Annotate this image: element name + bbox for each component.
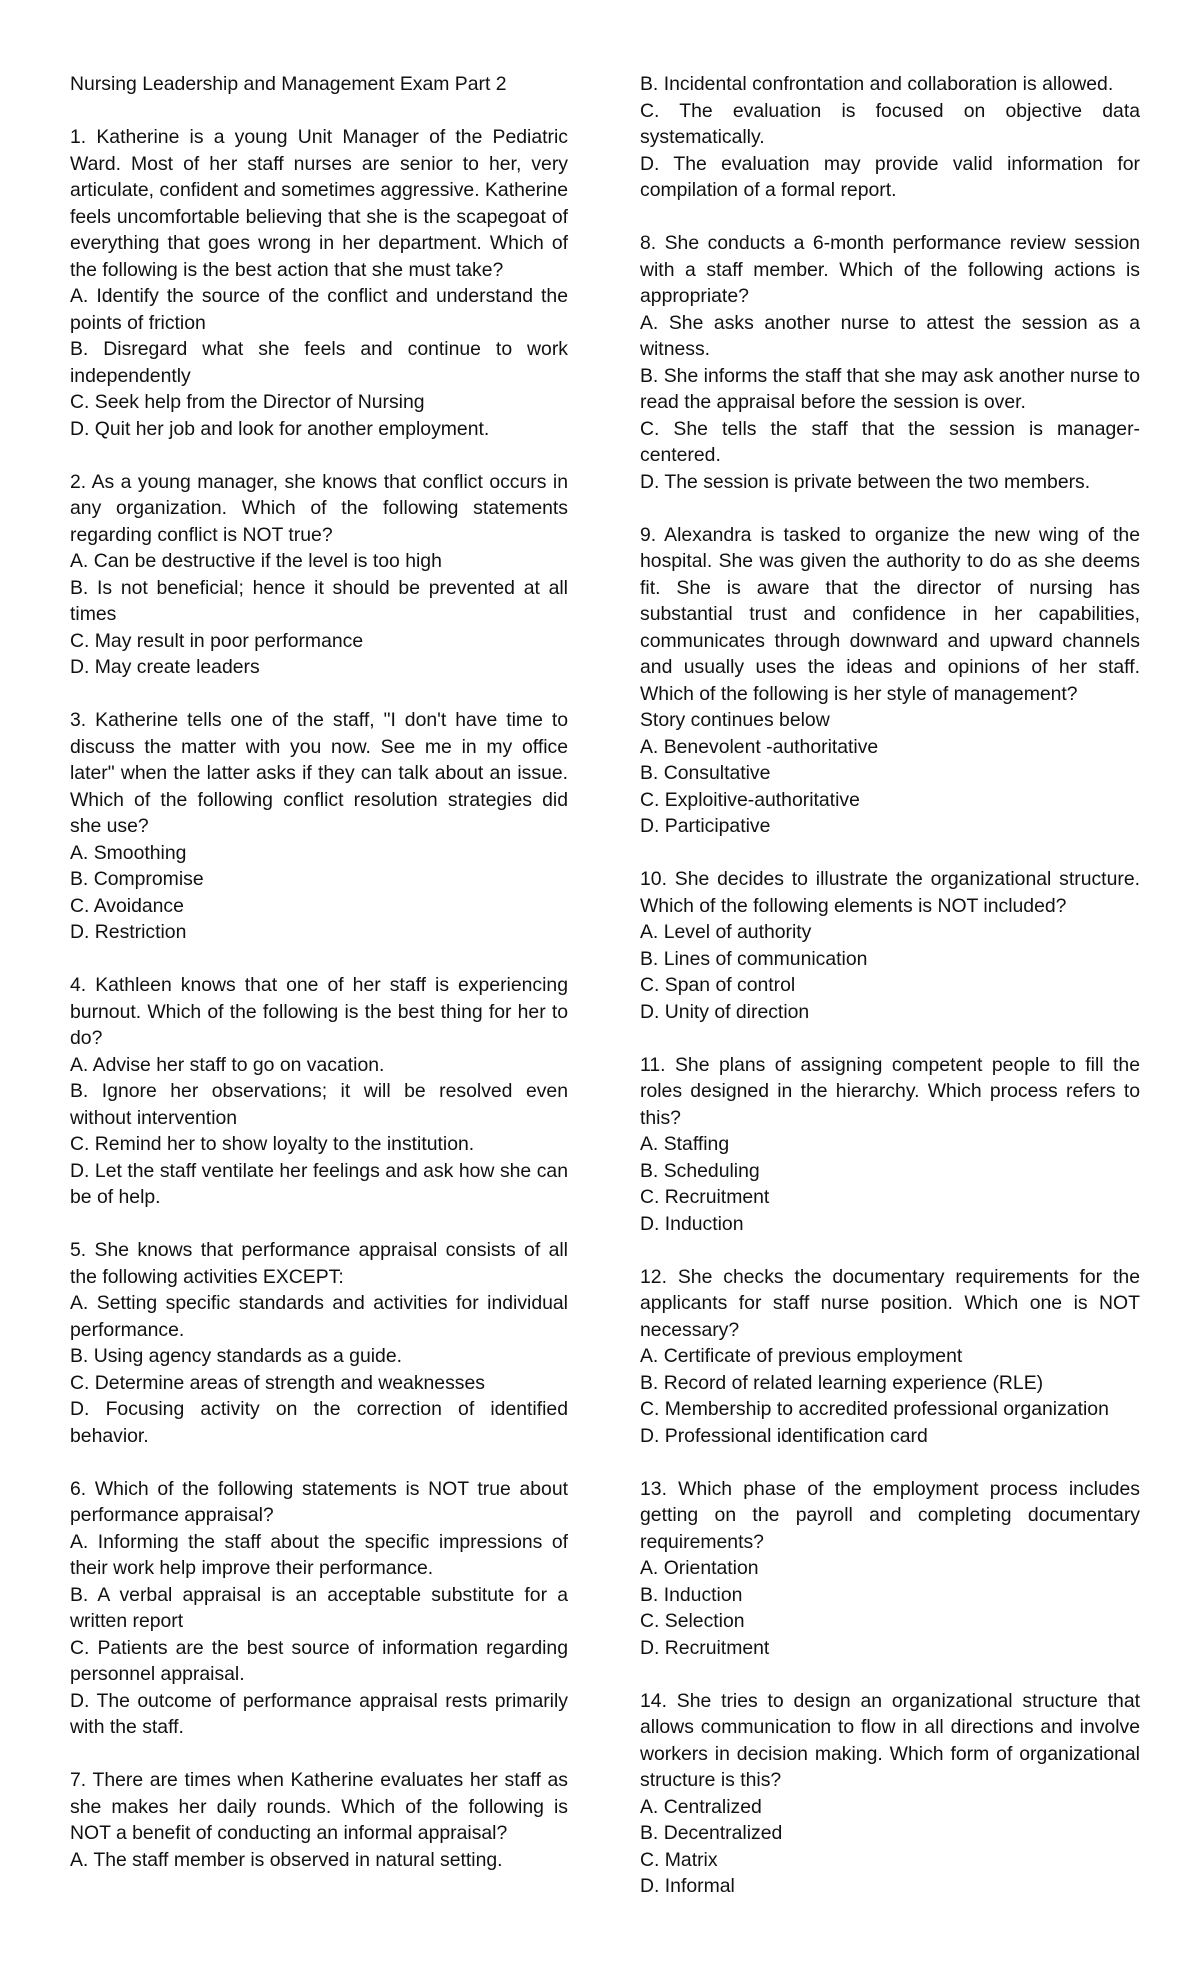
answer-option: C. Span of control — [640, 974, 796, 996]
answer-option: D. Recruitment — [640, 1636, 770, 1659]
answer-option: D. Participative — [640, 815, 771, 837]
answer-option: B. Record of related learning experience (RLE) — [640, 1371, 1044, 1394]
answer-option: B. Scheduling — [640, 1159, 760, 1182]
answer-option: C. Selection — [640, 1610, 745, 1632]
document-title-block — [70, 71, 568, 98]
answer-option: A. Smoothing — [70, 841, 187, 864]
question-block — [70, 1237, 568, 1449]
question-block — [640, 866, 1140, 1025]
answer-option: B. Using agency standards as a guide. — [70, 1345, 402, 1367]
answer-option: D. Induction — [640, 1212, 744, 1235]
question-stem: 14. She tries to design an organizational structure that allows communication to flow in all directions and involve workers in decision making. Which form of organizational structure is this? — [640, 1689, 1140, 1791]
question-stem: 5. She knows that performance appraisal consists of all the following activities EXCEPT: — [70, 1239, 568, 1288]
question-block — [640, 1476, 1140, 1662]
answer-option: D. Informal — [640, 1875, 735, 1897]
answer-option: A. Certificate of previous employment — [640, 1345, 963, 1367]
left-question-list — [70, 124, 568, 1873]
question-block — [70, 469, 568, 681]
answer-option: B. Is not beneficial; hence it should be prevented at all times — [70, 576, 568, 625]
answer-option: B. Disregard what she feels and continue to work independently — [70, 338, 568, 387]
question-stem: 13. Which phase of the employment process includes getting on the payroll and completing documentary requirements? — [640, 1477, 1140, 1553]
question-stem: 6. Which of the following statements is NOT true about performance appraisal? — [70, 1477, 568, 1526]
question-stem: 11. She plans of assigning competent people to fill the roles designed in the hierarchy. Which process refers to this? — [640, 1053, 1140, 1129]
answer-option: C. May result in poor performance — [70, 629, 364, 652]
left-column — [70, 71, 568, 1900]
answer-option: C. Matrix — [640, 1848, 718, 1871]
question-block — [70, 972, 568, 1211]
answer-option: C. The evaluation is focused on objective data systematically. — [640, 99, 1140, 148]
answer-option: B. Compromise — [70, 868, 204, 890]
question-stem: 9. Alexandra is tasked to organize the new wing of the hospital. She was given the authority to do as she deems fit. She is aware that the director of nursing has substantial trust and confidence in her capabilities, communicates through downward and upward channels and usually uses the ideas and opinions of her staff. Which of the following is her style of management? — [640, 523, 1140, 705]
answer-option: D. The evaluation may provide valid information for compilation of a formal report. — [640, 152, 1140, 201]
answer-option: D. Restriction — [70, 921, 187, 943]
question-block — [640, 230, 1140, 495]
question-stem: 2. As a young manager, she knows that conflict occurs in any organization. Which of the following statements regarding conflict is NOT true? — [70, 470, 568, 546]
answer-option: C. Remind her to show loyalty to the institution. — [70, 1133, 475, 1155]
question-block — [640, 522, 1140, 840]
answer-option: A. Staffing — [640, 1133, 730, 1155]
answer-option: B. She informs the staff that she may ask another nurse to read the appraisal before the session is over. — [640, 364, 1140, 413]
question-block — [70, 707, 568, 946]
answer-option: D. Quit her job and look for another employment. — [70, 417, 490, 440]
question-stem: 12. She checks the documentary requirements for the applicants for staff nurse position. Which one is NOT necessary? — [640, 1265, 1140, 1341]
question-block — [70, 1767, 568, 1873]
question-block — [640, 1052, 1140, 1238]
question-block — [70, 124, 568, 442]
answer-option: C. Avoidance — [70, 894, 184, 917]
answer-option: B. Incidental confrontation and collaboration is allowed. — [640, 73, 1114, 95]
answer-option: C. Membership to accredited professional organization — [640, 1398, 1109, 1420]
answer-option: A. Centralized — [640, 1795, 762, 1818]
answer-option: C. Exploitive-authoritative — [640, 788, 860, 811]
answer-option: A. Informing the staff about the specific impressions of their work help improve their performance. — [70, 1530, 568, 1579]
answer-option: A. Setting specific standards and activities for individual performance. — [70, 1292, 568, 1341]
answer-option: A. Advise her staff to go on vacation. — [70, 1053, 385, 1076]
answer-option: A. Benevolent -authoritative — [640, 735, 879, 758]
answer-option: B. Decentralized — [640, 1822, 783, 1844]
answer-option: D. Focusing activity on the correction of identified behavior. — [70, 1398, 568, 1447]
answer-option: B. Lines of communication — [640, 947, 868, 970]
answer-option: C. She tells the staff that the session is manager-centered. — [640, 417, 1140, 466]
question-block — [640, 71, 1140, 204]
answer-option: D. Let the staff ventilate her feelings and ask how she can be of help. — [70, 1159, 568, 1208]
answer-option: B. Induction — [640, 1583, 743, 1606]
story-continues-note: Story continues below — [640, 709, 830, 731]
answer-option: A. Orientation — [640, 1557, 759, 1579]
answer-option: C. Recruitment — [640, 1186, 770, 1208]
answer-option: C. Seek help from the Director of Nursing — [70, 391, 425, 413]
question-stem: 7. There are times when Katherine evaluates her staff as she makes her daily rounds. Which of the following is NOT a benefit of conducting an informal appraisal? — [70, 1769, 568, 1844]
answer-option: C. Determine areas of strength and weaknesses — [70, 1371, 485, 1394]
answer-option: D. The outcome of performance appraisal rests primarily with the staff. — [70, 1689, 568, 1738]
answer-option: A. Can be destructive if the level is too high — [70, 550, 442, 572]
answer-option: D. May create leaders — [70, 656, 260, 678]
right-question-list — [640, 71, 1140, 1900]
question-stem: 8. She conducts a 6-month performance review session with a staff member. Which of the following actions is appropriate? — [640, 232, 1140, 307]
answer-option: A. Level of authority — [640, 921, 812, 943]
answer-option: B. A verbal appraisal is an acceptable substitute for a written report — [70, 1583, 568, 1632]
answer-option: A. The staff member is observed in natural setting. — [70, 1848, 503, 1871]
answer-option: A. She asks another nurse to attest the session as a witness. — [640, 311, 1140, 360]
answer-option: D. Unity of direction — [640, 1000, 810, 1023]
answer-option: A. Identify the source of the conflict and understand the points of friction — [70, 285, 568, 334]
answer-option: D. The session is private between the two members. — [640, 470, 1091, 493]
question-stem: 3. Katherine tells one of the staff, "I don't have time to discuss the matter with you now. See me in my office later" when the latter asks if they can talk about an issue. Which of the following conflict resolution strategies did she use? — [70, 709, 568, 837]
question-block — [70, 1476, 568, 1741]
question-stem: 4. Kathleen knows that one of her staff is experiencing burnout. Which of the following is the best thing for her to do? — [70, 974, 568, 1049]
question-block — [640, 1264, 1140, 1450]
question-stem: 10. She decides to illustrate the organizational structure. Which of the following elements is NOT included? — [640, 868, 1140, 917]
answer-option: D. Professional identification card — [640, 1424, 928, 1447]
question-block — [640, 1688, 1140, 1900]
document-title: Nursing Leadership and Management Exam Part 2 — [70, 73, 507, 95]
answer-option: B. Consultative — [640, 762, 771, 784]
answer-option: C. Patients are the best source of information regarding personnel appraisal. — [70, 1636, 568, 1685]
answer-option: B. Ignore her observations; it will be resolved even without intervention — [70, 1080, 568, 1129]
right-column — [640, 71, 1140, 1926]
question-stem: 1. Katherine is a young Unit Manager of the Pediatric Ward. Most of her staff nurses are senior to her, very articulate, confident and sometimes aggressive. Katherine feels uncomfortable believing that she is the scapegoat of everything that goes wrong in her department. Which of the following is the best action that she must take? — [70, 126, 568, 281]
